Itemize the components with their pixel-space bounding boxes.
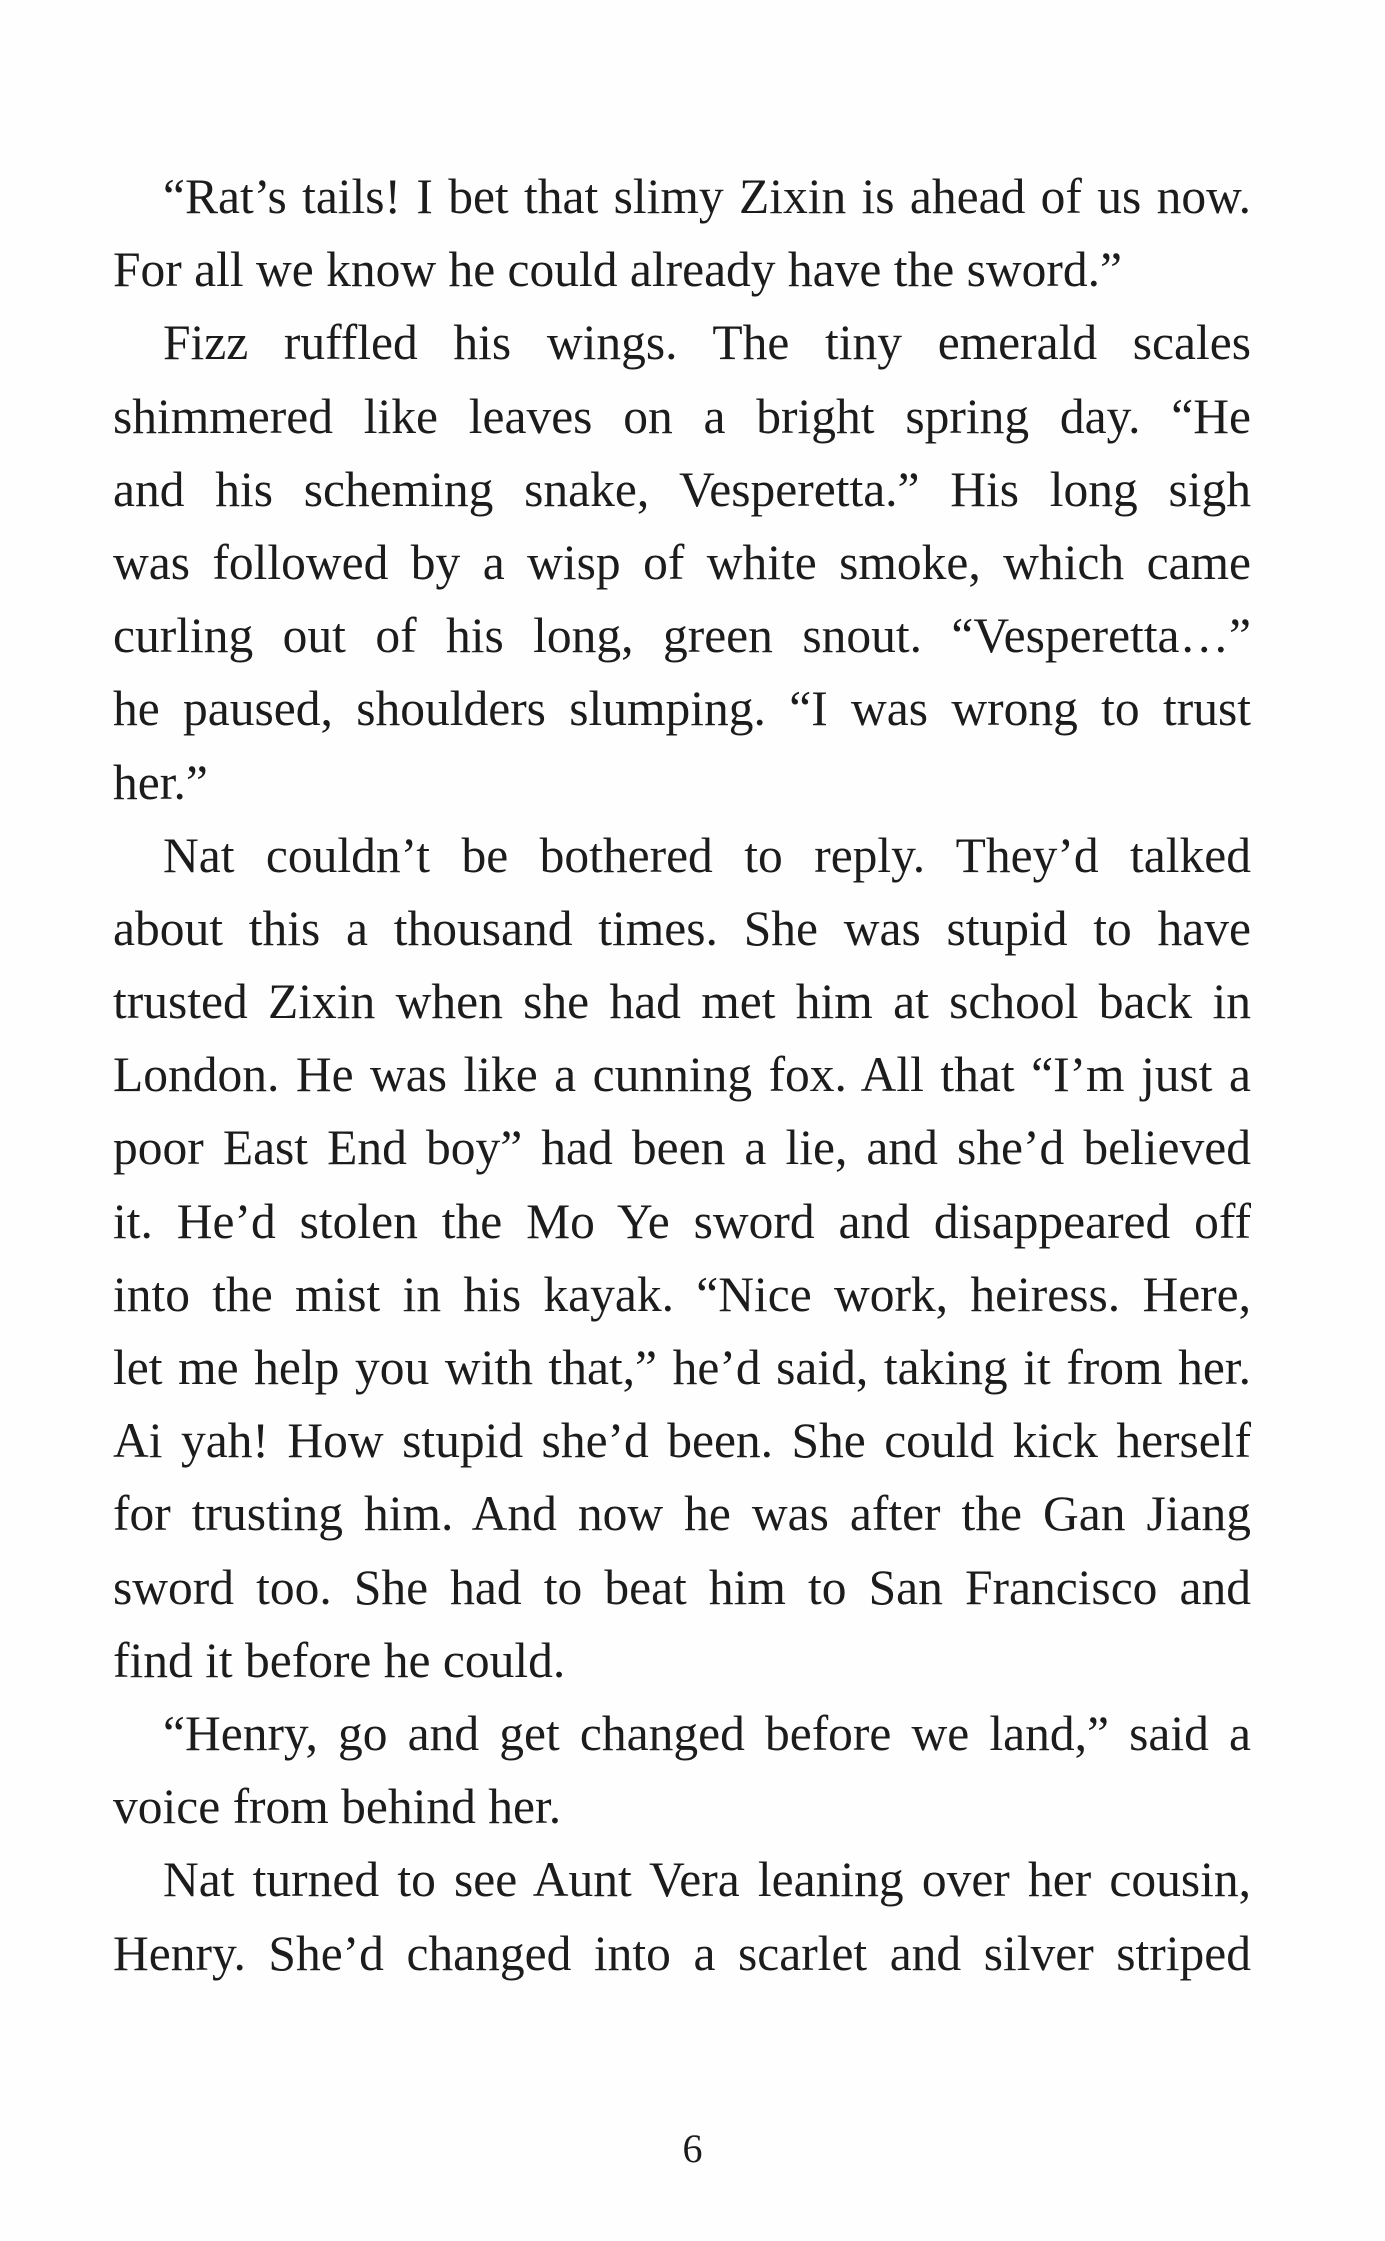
text-line: let me help you with that,” he’d said, taking it from her. <box>113 1340 1251 1395</box>
text-line: Fizz ruffled his wings. The tiny emerald scales <box>163 315 1251 371</box>
body-text <box>113 160 1251 1990</box>
text-line: Nat turned to see Aunt Vera leaning over her cousin, <box>163 1852 1251 1908</box>
text-line: was followed by a wisp of white smoke, which came <box>113 534 1251 590</box>
text-line: trusted Zixin when she had met him at school back in <box>113 974 1251 1030</box>
page-number: 6 <box>682 2126 703 2171</box>
text-line: “Rat’s tails! I bet that slimy Zixin is ahead of us now. <box>163 169 1251 224</box>
text-line: “Henry, go and get changed before we land,” said a <box>163 1705 1251 1761</box>
text-line: Henry. She’d changed into a scarlet and silver striped <box>113 1925 1251 1981</box>
text-line: shimmered like leaves on a bright spring day. “He <box>113 388 1251 444</box>
text-line: he paused, shoulders slumping. “I was wrong to trust <box>113 681 1251 737</box>
text-line: and his scheming snake, Vesperetta.” His long sigh <box>113 461 1251 517</box>
text-line: about this a thousand times. She was stupid to have <box>113 900 1251 956</box>
text-line: voice from behind her. <box>113 1779 562 1835</box>
text-line: For all we know he could already have the sword.” <box>113 242 1122 298</box>
text-line: curling out of his long, green snout. “Vesperetta…” <box>113 608 1251 664</box>
text-line: Nat couldn’t be bothered to reply. They’d talked <box>163 827 1251 883</box>
text-line: for trusting him. And now he was after the Gan Jiang <box>113 1486 1251 1542</box>
text-line: London. He was like a cunning fox. All that “I’m just a <box>113 1047 1251 1103</box>
text-line: into the mist in his kayak. “Nice work, heiress. Here, <box>113 1266 1251 1322</box>
text-line: find it before he could. <box>113 1632 566 1688</box>
text-line: it. He’d stolen the Mo Ye sword and disappeared off <box>113 1193 1251 1249</box>
text-line: sword too. She had to beat him to San Francisco and <box>113 1559 1251 1615</box>
text-line: poor East End boy” had been a lie, and she’d believed <box>113 1120 1251 1176</box>
text-line: Ai yah! How stupid she’d been. She could kick herself <box>113 1413 1251 1469</box>
text-line: her.” <box>113 754 208 810</box>
